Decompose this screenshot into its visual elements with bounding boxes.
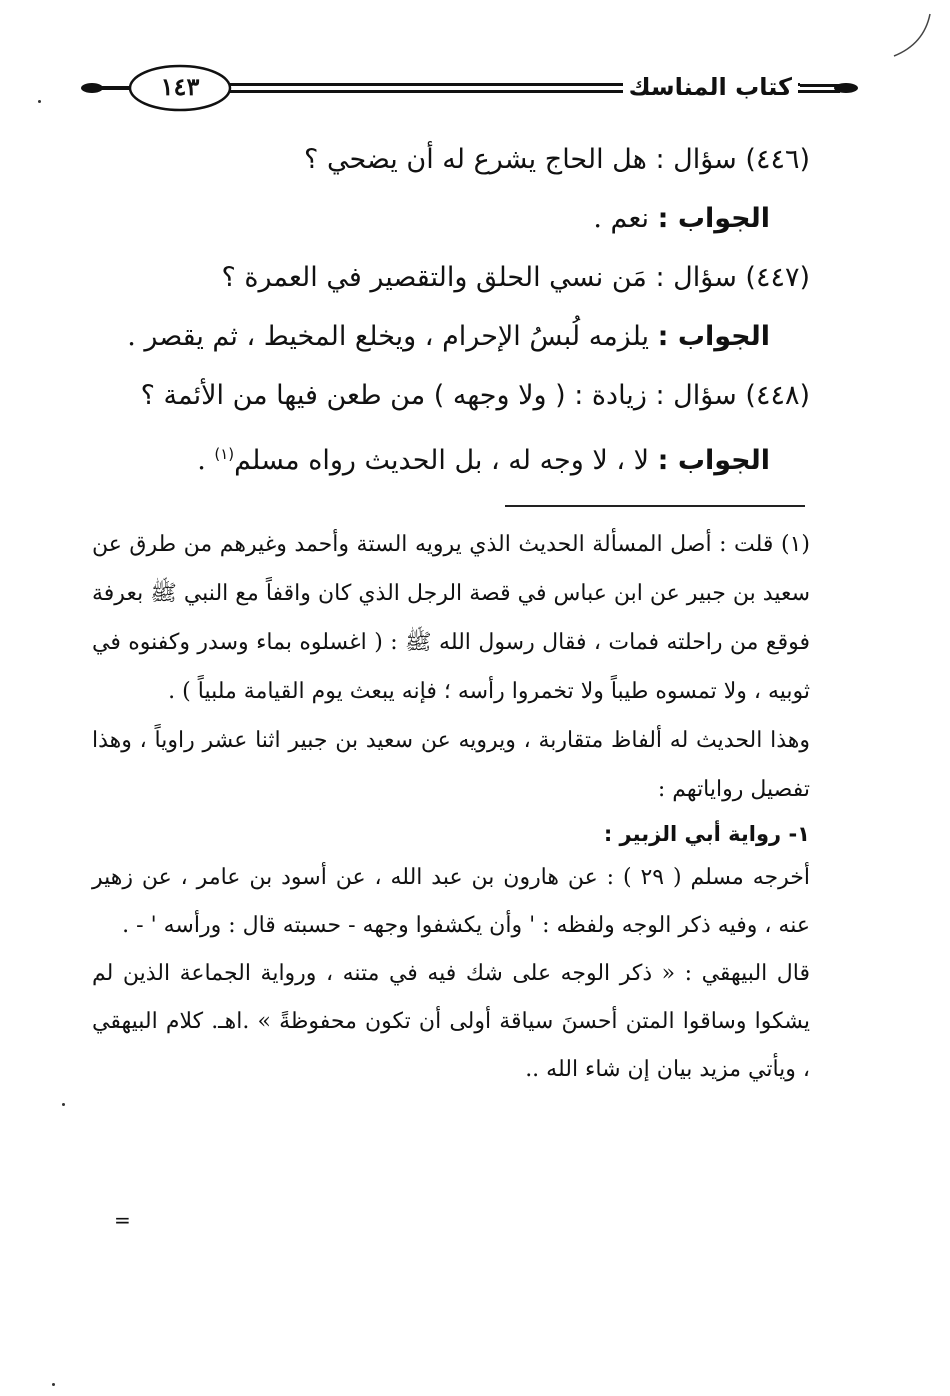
scan-speck (62, 1103, 65, 1106)
footnote-paragraph-3: أخرجه مسلم ( ٢٩ ) : عن هارون بن عبد الله ، عن أسود بن عامر ، عن زهير عنه ، وفيه ذكر الوجه ولفظه : ' وأن يكشفوا وجهه - حسبته قال : ورأسه ' - . (92, 865, 810, 938)
answer-label: الجواب : (657, 321, 770, 352)
footnote-paragraph-1: (١) قلت : أصل المسألة الحديث الذي يرويه الستة وأحمد وغيرهم من طرق عن سعيد بن جبير عن ابن عباس في قصة الرجل الذي كان واقفاً مع النبي ﷺ بعرفة فوقع من راحلته فمات ، فقال رسول الله ﷺ : ( اغسلوه بماء وسدر وكفنوه في ثوبيه ، ولا تمسوه طيباً ولا تخمروا رأسه ؛ فإنه يبعث يوم القيامة ملبياً ) . (92, 532, 810, 704)
footnote-paragraph-2: وهذا الحديث له ألفاظ متقاربة ، ويرويه عن سعيد بن جبير اثنا عشر راوياً ، وهذا تفصيل رواياتهم : (92, 728, 810, 802)
answer-label: الجواب : (657, 203, 770, 234)
answer-text: نعم . (593, 203, 658, 234)
answer-label: الجواب : (657, 445, 770, 476)
footnote-separator (505, 505, 805, 507)
question-446: (٤٤٦) سؤال : هل الحاج يشرع له أن يضحي ؟ (304, 144, 810, 175)
scan-speck (38, 100, 41, 103)
footnote-reference[interactable]: (١) (214, 445, 235, 463)
page-header (80, 62, 860, 118)
question-447: (٤٤٧) سؤال : مَن نسي الحلق والتقصير في العمرة ؟ (221, 262, 810, 293)
qa-section (80, 130, 810, 490)
answer-448 (80, 425, 810, 490)
footnote-subheading: ١- رواية أبي الزبير : (603, 822, 810, 846)
footnote-paragraph-4: قال البيهقي : « ذكر الوجه على شك فيه في متنه ، ورواية الجماعة الذين لم يشكوا وساقوا المتن أحسنَ سياقة أولى أن تكون محفوظةً » .اهـ. كلام البيهقي ، ويأتي مزيد بيان إن شاء الله .. (92, 961, 810, 1082)
scan-corner-mark (892, 12, 932, 58)
answer-text: لا ، لا وجه له ، بل الحديث رواه مسلم (234, 445, 658, 476)
scan-speck (52, 1383, 55, 1386)
book-title: كتاب المناسك (623, 70, 798, 104)
answer-447 (80, 307, 810, 366)
footnote (92, 520, 810, 1094)
continuation-mark: = (114, 1208, 131, 1232)
answer-446 (80, 189, 810, 248)
question-448: (٤٤٨) سؤال : زيادة : ( ولا وجهه ) من طعن فيها من الأئمة ؟ (140, 380, 810, 411)
page-number: ١٤٣ (160, 72, 200, 101)
answer-text: يلزمه لُبسُ الإحرام ، ويخلع المخيط ، ثم يقصر . (127, 321, 658, 352)
answer-end: . (197, 445, 215, 476)
